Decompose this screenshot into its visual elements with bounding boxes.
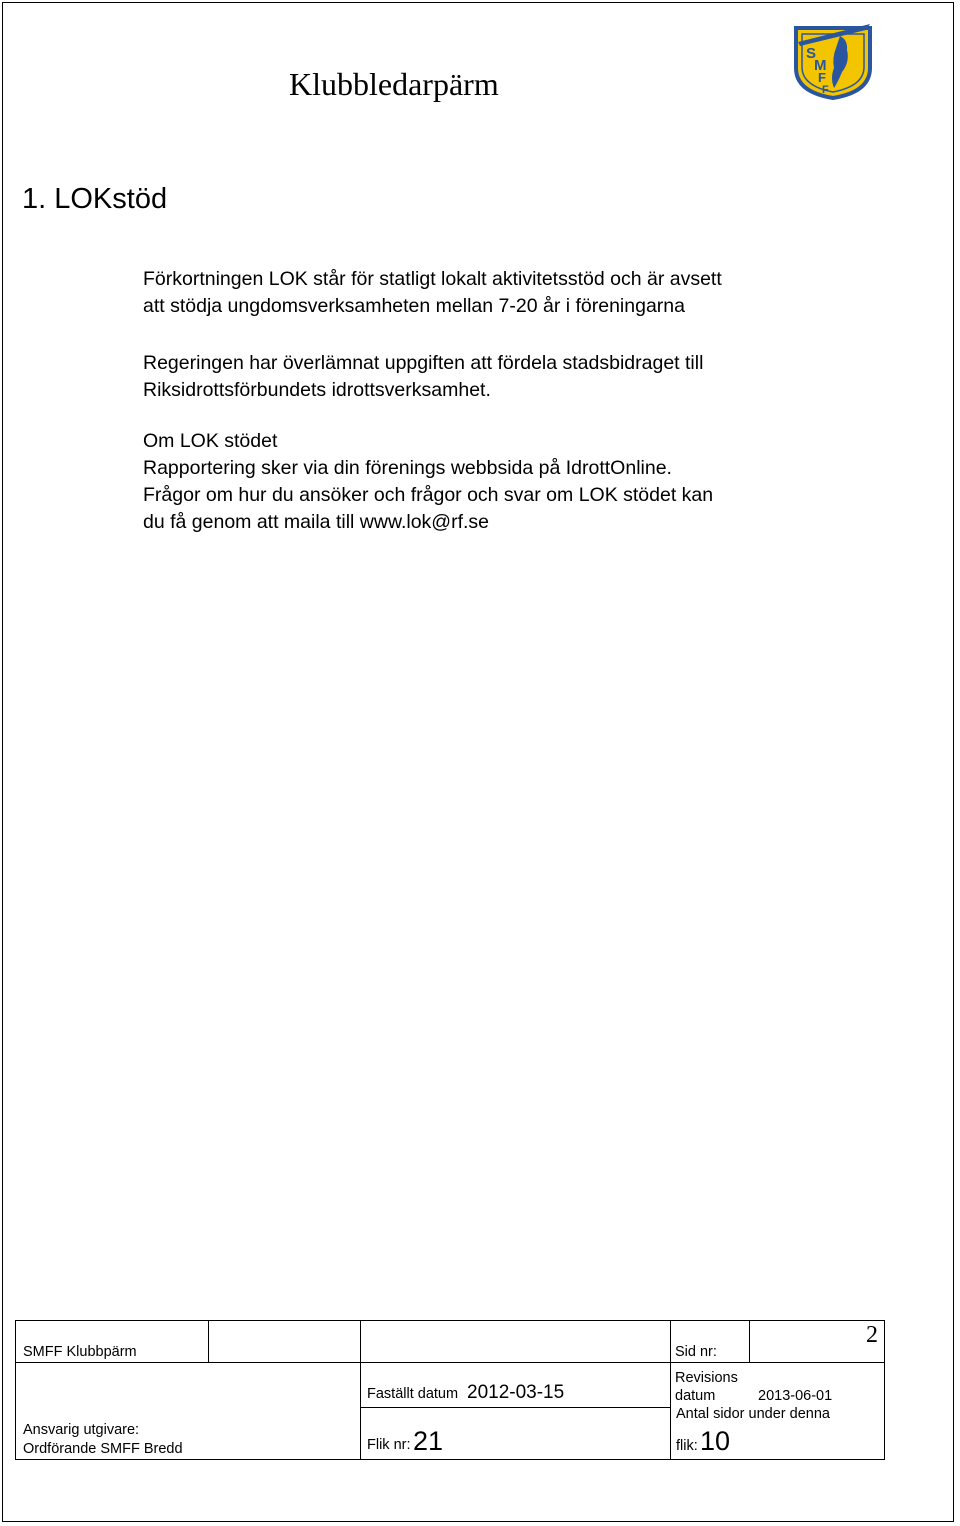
text-line: Riksidrottsförbundets idrottsverksamhet. <box>143 379 491 401</box>
table-line <box>884 1320 885 1460</box>
svg-text:F: F <box>818 70 826 85</box>
table-line <box>360 1407 670 1408</box>
svg-text:F: F <box>822 84 829 96</box>
text-line: Rapportering sker via din förenings webbsida på IdrottOnline. <box>143 457 672 479</box>
text-line: att stödja ungdomsverksamheten mellan 7-20 år i föreningarna <box>143 295 685 317</box>
section-heading: 1. LOKstöd <box>22 183 168 215</box>
table-line <box>360 1320 361 1460</box>
text-line: Frågor om hur du ansöker och frågor och svar om LOK stödet kan <box>143 484 714 506</box>
table-line <box>749 1320 750 1363</box>
footer-antal-label: Antal sidor under denna <box>676 1406 830 1422</box>
footer-revisions-label: Revisions <box>675 1370 738 1386</box>
table-line <box>15 1362 885 1363</box>
text-line: Förkortningen LOK står för statligt lokalt aktivitetsstöd och är avsett <box>143 268 722 290</box>
paragraph-lok-definition <box>143 266 722 320</box>
footer-fastallt-value: 2012-03-15 <box>467 1382 565 1403</box>
table-line <box>15 1320 16 1460</box>
paragraph-regeringen <box>143 350 703 404</box>
svg-text:S: S <box>806 45 817 62</box>
footer-flik-value: 21 <box>413 1426 444 1456</box>
footer-klubbparm: SMFF Klubbpärm <box>23 1344 137 1360</box>
text-line: du få genom att maila till www.lok@rf.se <box>143 511 490 533</box>
table-line <box>670 1320 671 1460</box>
page-border <box>2 2 954 1522</box>
table-line <box>208 1320 209 1363</box>
footer-datum-label: datum <box>675 1388 716 1404</box>
document-title: Klubbledarpärm <box>289 66 499 102</box>
table-line <box>15 1459 885 1460</box>
text-line: Regeringen har överlämnat uppgiften att fördela stadsbidraget till <box>143 352 704 374</box>
footer-flik-label: Flik nr: <box>367 1437 411 1453</box>
table-line <box>15 1320 885 1321</box>
smff-logo <box>790 18 876 100</box>
footer-sid-nr: Sid nr: <box>675 1344 717 1360</box>
svg-text:M: M <box>814 57 827 74</box>
footer-ansvarig-value: Ordförande SMFF Bredd <box>23 1441 183 1457</box>
footer-revisions-value: 2013-06-01 <box>758 1388 833 1404</box>
footer-antal-flik-label: flik: <box>676 1438 698 1454</box>
paragraph-om-lok <box>143 428 713 536</box>
page-number: 2 <box>866 1322 878 1348</box>
footer-fastallt-label: Faställt datum <box>367 1386 459 1402</box>
text-line: Om LOK stödet <box>143 430 278 452</box>
footer-ansvarig-label: Ansvarig utgivare: <box>23 1422 140 1438</box>
footer-antal-value: 10 <box>700 1426 731 1456</box>
